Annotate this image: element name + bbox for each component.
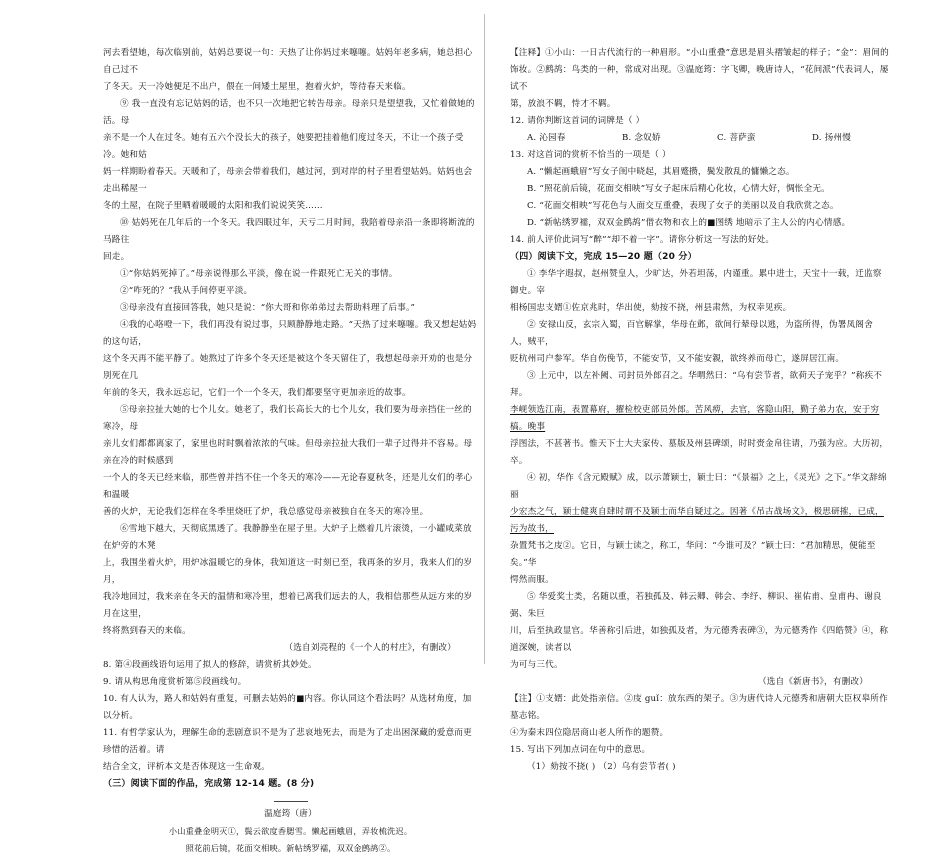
poem-line: 小山重叠金明灭①，鬓云欲度香腮雪。懒起画蛾眉，弄妆梳洗迟。 xyxy=(168,826,413,836)
poem-author: 温庭筠（唐） xyxy=(264,809,317,819)
question-9: 9. 请从构思角度赏析第⑤段画线句。 xyxy=(103,677,247,687)
text-line: ②“咋死的？”我从手间停更平淡。 xyxy=(120,286,253,296)
text-line: 善的火炉，无论我们怎样在冬季里烧旺了炉，我总感觉母亲被独自在冬天的寒冷里。 xyxy=(103,507,429,517)
poem-note: 第，放浪不羁，恃才不羁。 xyxy=(510,99,616,109)
passage-line-underlined: 少宏杰之气，颖士健爽自肆时谓不及颖士而华自疑过之。因著《吊古战场文》，极思研搉，已成，污为故书， xyxy=(510,507,884,534)
poem-note: 【注释】①小山：一日古代流行的一种眉形。“小山重叠”意思是眉头褶皱起的样子；“金”：眉间的 xyxy=(510,48,889,58)
passage-line: ③ 上元中，以左补阙、司封员外郎召之。华喟然曰：“乌有尝节者，欲荷天子宠乎？”称疾不拜。 xyxy=(510,371,883,398)
passage-line: ② 安禄山反，玄宗入蜀，百官解掌，华母在邺，欲间行辇母以逃，为盗所得，伪署凤阁舍人，贼平， xyxy=(510,320,873,347)
text-line: 了冬天。天一冷她便足不出户，偎在一间矮土屋里，抱着火炉，等待春天来临。 xyxy=(103,82,411,92)
text-line: 妈一样期盼着春天。天暖和了，母亲会带着我们，越过河，到对岸的村子里看望姑妈。姑妈也会走出稀屋一 xyxy=(103,167,473,194)
passage-line: ① 李华字遐叔，赵州赞皇人，少旷达，外若坦荡，内谨重。累中进士，天宝十一载，迁监察御史。宰 xyxy=(510,269,882,296)
question-12-options xyxy=(510,130,890,147)
text-line: 回走。 xyxy=(103,252,130,262)
text-line: 亲儿女们都都离家了，家里也时时飘着浓浓的气味。但母亲拉扯大我们一辈子过得并不容易。母亲在冷的时候感到 xyxy=(103,439,473,466)
annotation: 【注】①支婿：此处指亲信。②庋 guǐ：放东西的架子。③为唐代诗人元德秀和唐朝大臣权皋所作墓志铭。 xyxy=(510,694,888,721)
source-citation: （选自《新唐书》，有删改） xyxy=(757,677,868,687)
text-line: 我冷地回过，我来亲在冬天的温情和寒冷里，想着已离我们远去的人，我相信那些从远方来的岁月在这里， xyxy=(103,592,473,619)
passage-line: ⑤ 华爱奖士类，名随以重，若独孤及、韩云卿、韩会、李纾、柳识、崔佑甫、皇甫冉、谢良弼、朱巨 xyxy=(510,592,882,619)
text-line: 这个冬天再不能平静了。她熬过了许多个冬天还是被这个冬天留住了，我想起母亲开劝的也是分別死在几 xyxy=(103,354,473,381)
text-line: 冬的土屋，在院子里晒着暖暖的太阳和我们说说笑笑…… xyxy=(103,201,323,211)
question-14: 14. 前人评价此词写“醉”“却不着一字”。请你分析这一写法的好处。 xyxy=(510,235,775,245)
text-line: 上，我围坐着火炉，用炉冰温暖它的身体，我知道这一时刻已至，我再条的岁月，我来人们的岁月， xyxy=(103,558,473,585)
annotation: ④为秦末四位隐居商山老人所作的题赞。 xyxy=(510,728,669,738)
text-line: 一个人的冬天已经来临，那些曾并挡不住一个冬天的寒冷——无论春夏秋冬，还是儿女们的孝心和温暖 xyxy=(103,473,473,500)
question-15: 15. 写出下列加点词在句中的意思。 xyxy=(510,745,651,755)
text-line: 终将熬到春天的来临。 xyxy=(103,626,191,636)
passage-line: 贬杭州司户参军。华自伤俛节，不能安节，又不能安親，欲终养而母亡，遂屏居江南。 xyxy=(510,354,845,364)
title-blank xyxy=(274,799,308,802)
section-4-heading: （四）阅读下文，完成 15—20 题（20 分） xyxy=(510,252,697,262)
question-10: 10. 有人认为，路人和姑妈有重复，可删去姑妈的■内容。你认同这个看法吗？从选材角度，加以分析。 xyxy=(103,694,472,721)
text-line: ⑩ 姑妈死在几年后的一个冬天。我四眼过年，天亏二月时间，我陪着母亲沿一条即将断流的马路往 xyxy=(103,218,475,245)
option-c: C. 菩萨蛮 xyxy=(717,133,756,143)
passage-line: 杂置梵书之庋②。它日，与颖士读之，称工，华问：“今谁可及？”颖士曰：“君加精思，便能至矣。”华 xyxy=(510,541,876,568)
text-line: ④我的心咯噔一下，我们再没有说过事，只顾静静地走路。“天热了过来噻噻。我又想起姑妈的这句话， xyxy=(103,320,477,347)
option-d: D. “新帖绣罗襦，双双金鹧鸪”借衣物和衣上的■图绣 地暗示了主人公的内心情感。 xyxy=(527,218,851,228)
passage-line-underlined: 李岘领选江南，表置幕府，擢检校吏部员外郎。苦风痹，去官，客隐山阳，勤子弟力农，安于穷槁。晚事 xyxy=(510,405,880,432)
poem-line: 照花前后镜，花面交相映。新帖绣罗襦，双双金鹧鸪②。 xyxy=(185,843,396,853)
option-a: A. 沁园春 xyxy=(527,133,566,143)
passage-line: 相杨国忠支婿①佐京兆时，华出使，劾按不挠，州县肃然，为权幸见疾。 xyxy=(510,303,792,313)
text-line: ⑥雪地下越大，天彻底黑透了。我静静坐在屋子里。大炉子上燃着几片滚烫，一小罐咸菜放在炉旁的木凳 xyxy=(103,524,472,551)
text-line: 年前的冬天，我永远忘记，它们一个一个冬天，我们都要坚守更加亲近的故事。 xyxy=(103,388,411,398)
column-divider xyxy=(484,14,485,664)
option-b: B. 念奴娇 xyxy=(622,133,661,143)
question-8: 8. 第④段画线语句运用了拟人的修辞，请赏析其妙处。 xyxy=(103,660,317,670)
option-a: A. “懒起画蛾眉”写女子闺中晓起，其眉蹙攒，鬓发散乱的慵懒之态。 xyxy=(527,167,795,177)
text-line: ③母亲没有直接回答我，她只是说：“你大哥和你弟弟过去帮助料理了后事。” xyxy=(120,303,416,313)
option-b: B. “照花前后镜，花面交相映”写女子起床后精心化妆，心情大好，惆怅全无。 xyxy=(527,184,830,194)
right-column xyxy=(510,45,890,772)
passage-line: 愕然而服。 xyxy=(510,575,554,585)
text-line: ⑤母亲拉扯大她的七个儿女。她老了，我们长高长大的七个儿女，我们要为母亲挡住一丝的寒冷，母 xyxy=(103,405,472,432)
question-11: 11. 有哲学家认为，理解生命的悲剧意识不是为了悲哀地死去，而是为了走出困深藏的爱意而更珍惜的活着。请 xyxy=(103,728,472,755)
passage-line: 为可与三代。 xyxy=(510,660,563,670)
question-11-cont: 结合全文，评析本文是否体现这一生命观。 xyxy=(103,762,271,772)
question-12: 12. 请你判断这首词的词牌是（ ） xyxy=(510,116,645,126)
option-c: C. “花面交相映”写花色与人面交互重叠，表现了女子的美丽以及自我欣赏之态。 xyxy=(527,201,839,211)
section-3-heading: （三）阅读下面的作品，完成第 12-14 题。(8 分) xyxy=(103,779,315,789)
question-13: 13. 对这首词的赏析不恰当的一项是（ ） xyxy=(510,150,671,160)
passage-line: ④ 初，华作《含元殿赋》成，以示萧颖士，颖士曰：“《景福》之上，《灵光》之下。”华文辞绵丽 xyxy=(510,473,887,500)
option-d: D. 扬州慢 xyxy=(812,133,852,143)
left-column xyxy=(103,45,478,853)
passage-line: 川，后至执政显官。华善称引后进，如独孤及者，为元德秀表碑③，为元德秀作《四皓赞》④，称道深婉，读者以 xyxy=(510,626,889,653)
text-line: ⑨ 我一直没有忘记姑妈的话，也不只一次地把它转告母亲。母亲只是望望我，又忙着做她的活。母 xyxy=(103,99,475,126)
text-line: 亲不是一个人在过冬。她有五六个没长大的孩子，她要把挂着他们度过冬天，不让一个孩子受冷。她和姑 xyxy=(103,133,464,160)
text-line: ①“你姑妈死掉了。”母亲说得那么平淡，像在说一件跟死亡无关的事情。 xyxy=(120,269,398,279)
text-line: 河去看望她，每次临别前，姑妈总要说一句：天热了让你妈过来噻噻。姑妈年老多病，她总担心自己过不 xyxy=(103,48,473,75)
poem-note: 饰妆。②鹧鸪：鸟类的一种，常成对出现。③温庭筠：字飞卿，晚唐诗人，“花间派”代表词人，屡试不 xyxy=(510,65,889,92)
source-citation: （选自刘亮程的《一个人的村庄》，有删改） xyxy=(284,643,456,653)
question-15-items: （1）劾按不挠( ) （2）乌有尝节者( ) xyxy=(527,762,676,772)
passage-line: 浮图法，不甚著书。惟天下士大夫家传、墓版及州县碑颂，时时赍金帛往请，乃强为应。大历初，卒。 xyxy=(510,439,889,466)
